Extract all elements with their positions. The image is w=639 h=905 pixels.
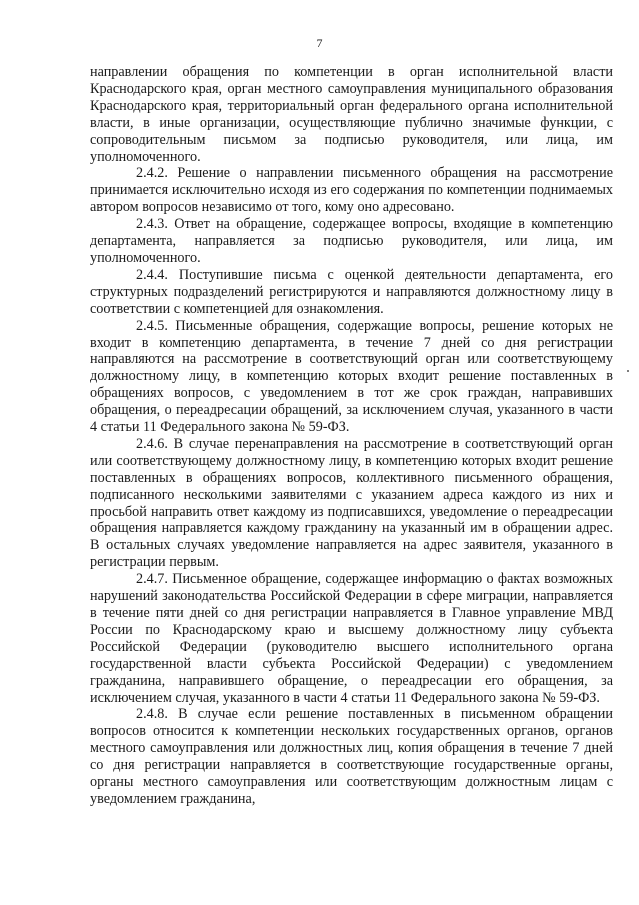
paragraph-2-4-4: 2.4.4. Поступившие письма с оценкой деятельности департамента, его структурных подразделений регистрируются и направляются должностному лицу в соответствии с компетенцией для ознакомления. (90, 266, 613, 317)
page-number: 7 (316, 36, 323, 50)
scan-speck (627, 370, 629, 372)
paragraph-continuation: направлении обращения по компетенции в орган исполнительной власти Краснодарского края, орган местного самоуправления муниципального образования Краснодарского края, территориальный орган федерального органа исполнительной власти, в иные организации, осуществляющие публично значимые функции, с сопроводительным письмом за подписью руководителя, или лица, им уполномоченного. (90, 64, 613, 165)
paragraph-2-4-2: 2.4.2. Решение о направлении письменного обращения на рассмотрение принимается исключительно исходя из его содержания по компетенции поднимаемых автором вопросов независимо от того, кому оно адресовано. (90, 165, 613, 216)
document-body (90, 64, 613, 808)
paragraph-2-4-5: 2.4.5. Письменные обращения, содержащие вопросы, решение которых не входит в компетенцию департамента, в течение 7 дней со дня регистрации направляются на рассмотрение в соответствующий орган или соответствующему должностному лицу, в компетенцию которых входит решение поставленных в обращениях вопросов, с уведомлением в тот же срок граждан, направивших обращения, о переадресации обращений, за исключением случая, указанного в части 4 статьи 11 Федерального закона № 59-ФЗ. (90, 317, 613, 436)
paragraph-2-4-7: 2.4.7. Письменное обращение, содержащее информацию о фактах возможных нарушений законодательства Российской Федерации в сфере миграции, направляется в течение пяти дней со дня регистрации направляется в Главное управление МВД России по Краснодарскому краю и высшему должностному лицу субъекта Российской Федерации (руководителю высшего исполнительного органа государственной власти субъекта Российской Федерации) с уведомлением гражданина, направившего обращение, о переадресации его обращения, за исключением случая, указанного в части 4 статьи 11 Федерального закона № 59-ФЗ. (90, 571, 613, 706)
paragraph-2-4-6: 2.4.6. В случае перенаправления на рассмотрение в соответствующий орган или соответствующему должностному лицу, в компетенцию которых входит решение поставленных в обращениях вопросов, коллективного письменного обращения, подписанного несколькими заявителями с указанием адреса каждого из них и просьбой направить ответ каждому из подписавшихся, уведомление о переадресации обращения направляется каждому гражданину на указанный им в обращении адрес. В остальных случаях уведомление направляется на адрес заявителя, указанного в регистрации первым. (90, 435, 613, 571)
paragraph-2-4-8: 2.4.8. В случае если решение поставленных в письменном обращении вопросов относится к компетенции нескольких государственных органов, органов местного самоуправления или должностных лиц, копия обращения в течение 7 дней со дня регистрации направляется в соответствующие государственные органы, органы местного самоуправления или соответствующим должностным лицам с уведомлением гражданина, (90, 706, 613, 807)
paragraph-2-4-3: 2.4.3. Ответ на обращение, содержащее вопросы, входящие в компетенцию департамента, направляется за подписью руководителя, или лица, им уполномоченного. (90, 216, 613, 266)
